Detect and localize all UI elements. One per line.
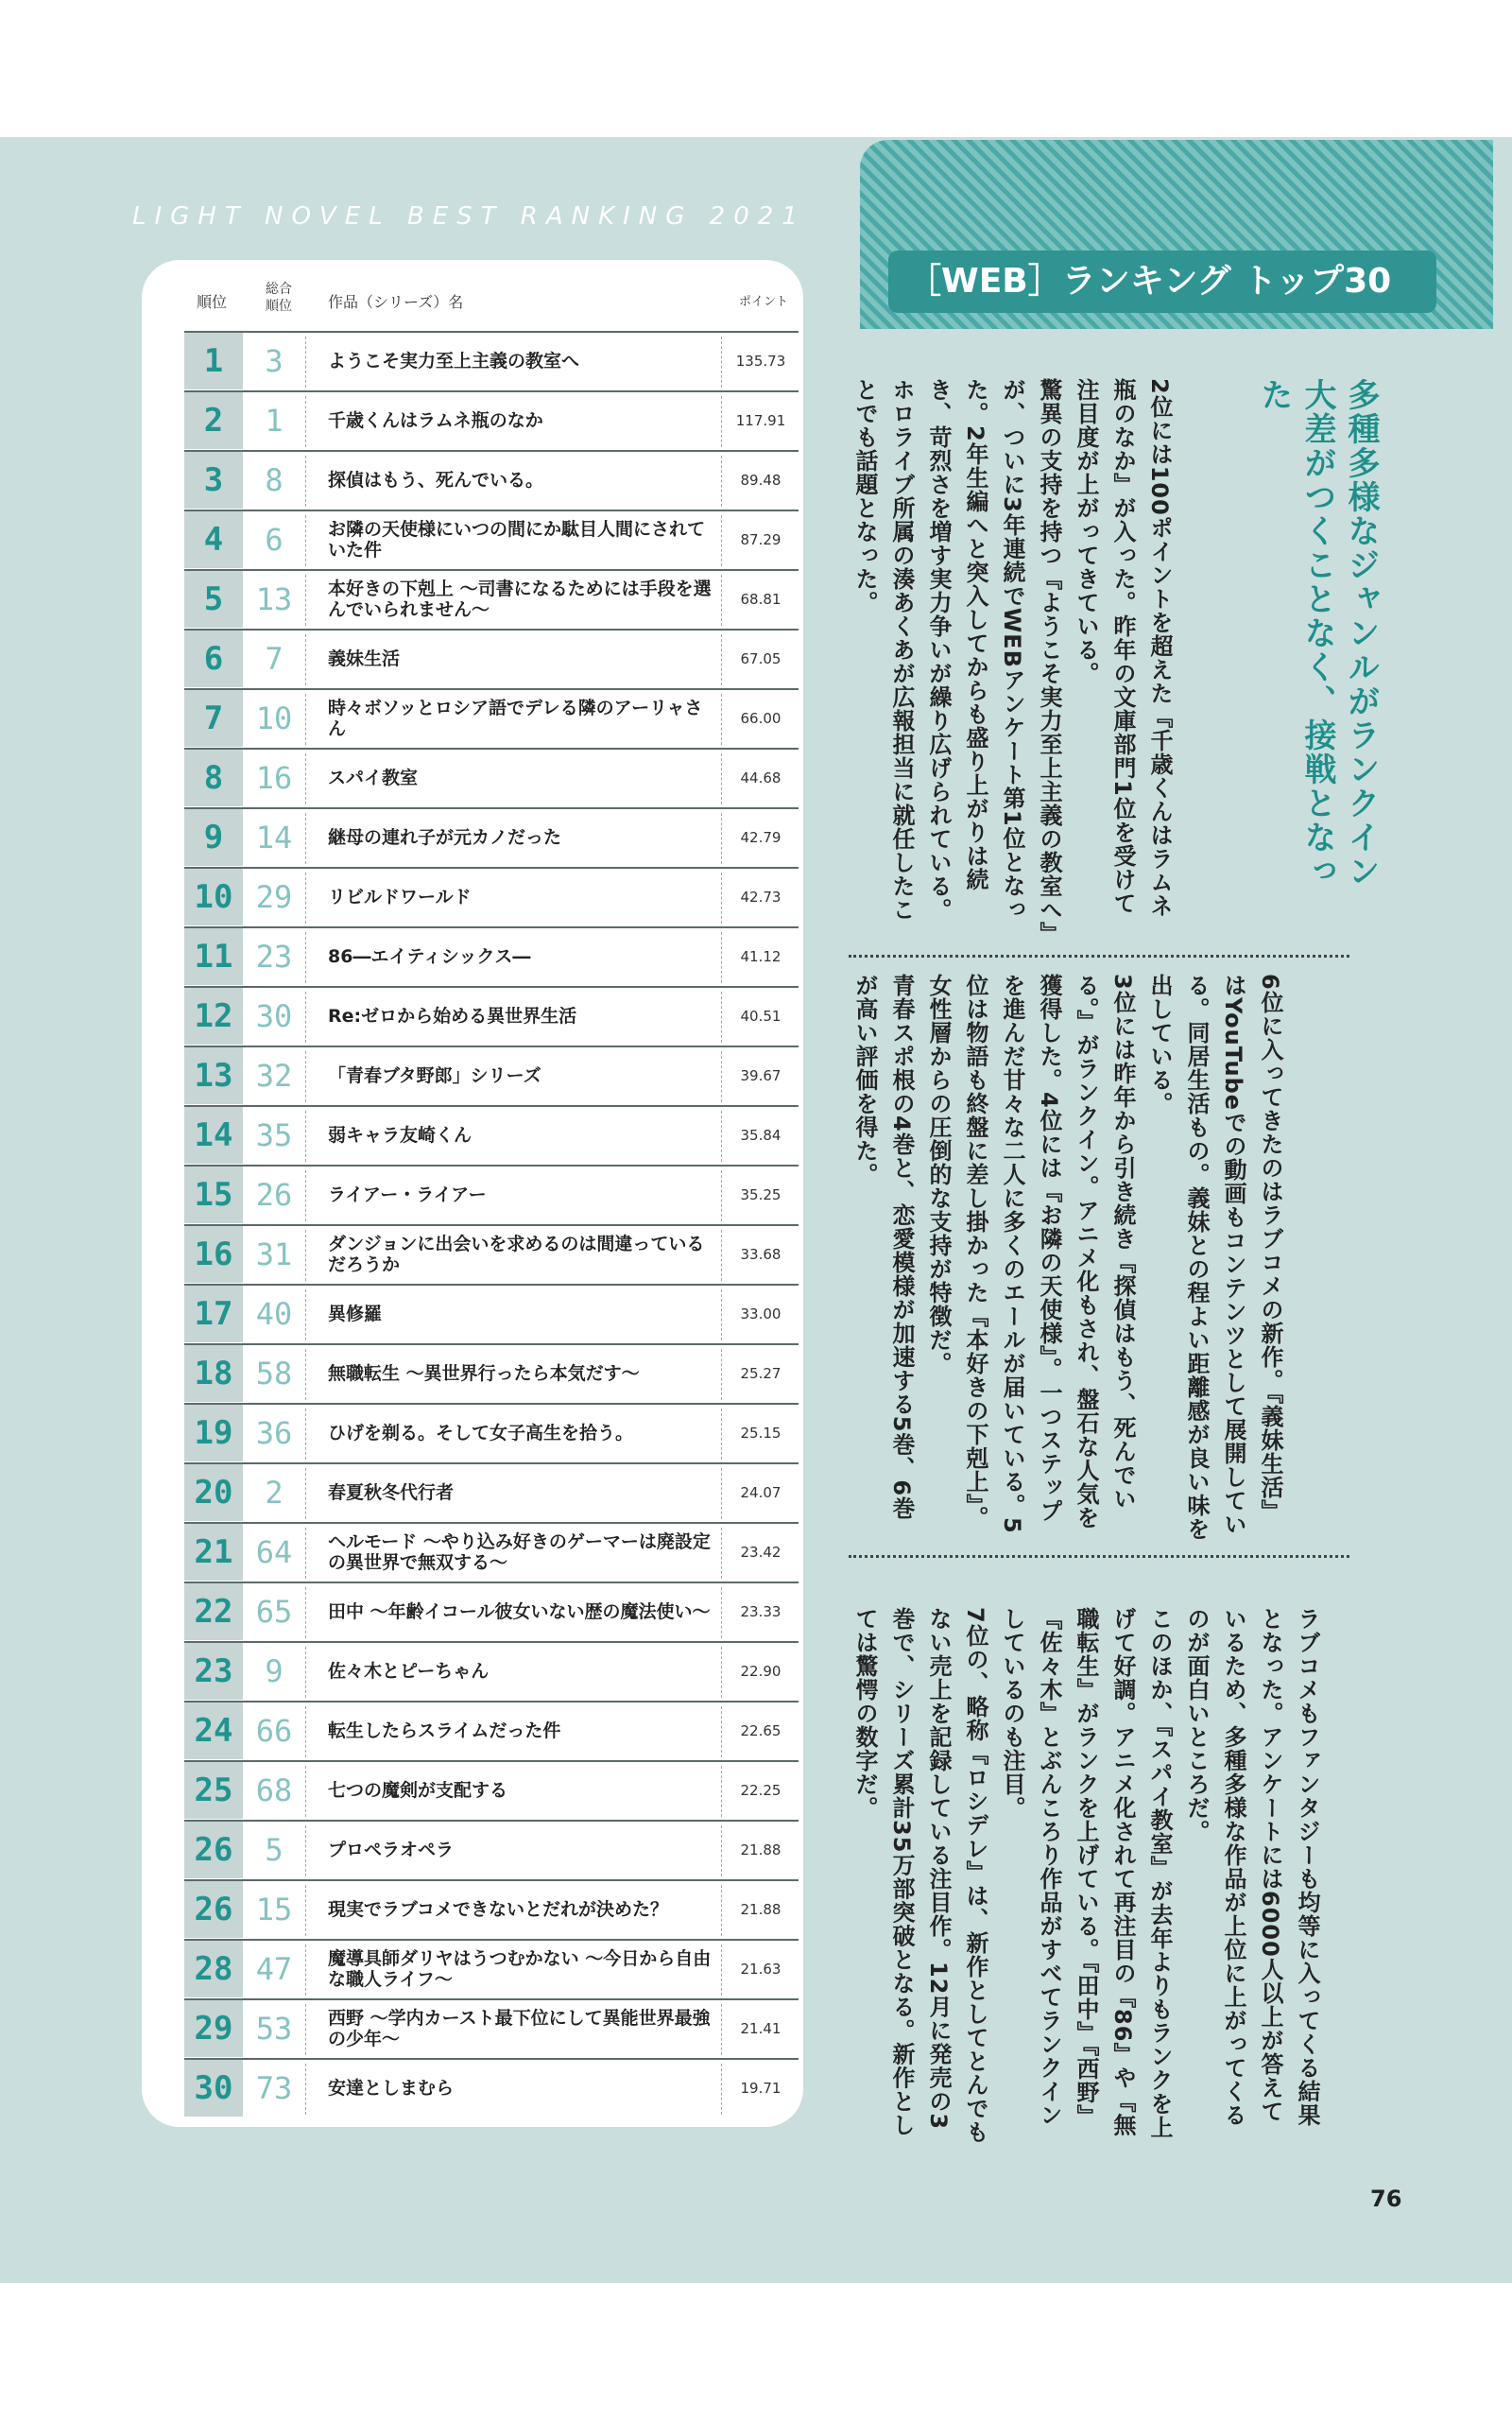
points-value: 33.00 [740, 1305, 782, 1322]
overall-rank-number: 35 [255, 1117, 293, 1153]
work-title: プロペラオペラ [328, 1840, 455, 1860]
rank-number: 15 [194, 1176, 233, 1214]
column-separator [305, 813, 306, 864]
overall-rank-number: 26 [255, 1177, 293, 1213]
work-title: 探偵はもう、死んでいる。 [328, 470, 544, 491]
table-row [184, 569, 799, 630]
table-row [184, 1165, 799, 1225]
table-row [184, 1760, 799, 1821]
table-row [184, 629, 799, 689]
col-points-header: ポイント [739, 295, 789, 309]
column-separator [305, 515, 306, 566]
column-separator [305, 1706, 306, 1757]
points-value: 42.73 [740, 889, 782, 906]
column-separator [721, 1289, 722, 1340]
column-separator [721, 1170, 722, 1221]
points-value: 68.81 [740, 591, 782, 608]
column-separator [721, 1825, 722, 1876]
overall-rank-number: 2 [265, 1475, 284, 1511]
column-separator [305, 634, 306, 685]
column-separator [721, 396, 722, 447]
overall-rank-number: 23 [255, 939, 293, 975]
column-separator [721, 873, 722, 924]
rank-number: 23 [194, 1652, 233, 1690]
col-overall-header: 総合順位 [266, 282, 292, 314]
rank-number: 12 [194, 997, 233, 1035]
table-row [184, 2058, 799, 2118]
column-separator [721, 1587, 722, 1638]
rank-number: 1 [203, 342, 224, 380]
rank-number: 16 [194, 1236, 233, 1273]
table-row [184, 1284, 799, 1344]
column-separator [305, 396, 306, 447]
rank-number: 11 [194, 938, 233, 976]
column-separator [305, 1766, 306, 1817]
rank-number: 14 [194, 1116, 233, 1154]
points-value: 25.15 [740, 1425, 782, 1442]
overall-rank-number: 66 [255, 1713, 293, 1749]
points-value: 44.68 [740, 769, 782, 786]
points-value: 22.25 [740, 1782, 782, 1799]
table-row [184, 1879, 799, 1940]
column-separator [721, 2064, 722, 2115]
column-separator [305, 1111, 306, 1162]
points-value: 22.65 [740, 1722, 782, 1739]
column-separator [305, 1647, 306, 1698]
work-title: 無職転生 ～異世界行ったら本気だす～ [328, 1363, 640, 1384]
column-separator [721, 1766, 722, 1817]
rank-number: 25 [194, 1772, 233, 1809]
rank-number: 30 [194, 2069, 233, 2107]
work-title: 千歳くんはラムネ瓶のなか [328, 410, 543, 431]
work-title: 異修羅 [328, 1304, 383, 1324]
table-row [184, 1403, 799, 1463]
overall-rank-number: 1 [265, 403, 284, 439]
column-separator [721, 575, 722, 626]
column-separator [721, 2004, 722, 2055]
table-row [184, 1701, 799, 1761]
overall-rank-number: 36 [255, 1415, 293, 1451]
rank-number: 7 [203, 700, 224, 737]
table-row [184, 867, 799, 927]
table-row [184, 1582, 799, 1642]
points-value: 39.67 [740, 1067, 782, 1084]
points-value: 135.73 [735, 353, 786, 370]
rank-number: 26 [194, 1891, 233, 1928]
divider-2 [849, 1555, 1349, 1558]
work-title: 時々ボソッとロシア語でデレる隣のアーリャさん [328, 698, 703, 739]
column-separator [721, 337, 722, 388]
rank-number: 19 [194, 1414, 233, 1452]
overall-rank-number: 31 [255, 1236, 293, 1272]
column-separator [305, 1587, 306, 1638]
rank-number: 8 [203, 759, 224, 797]
rank-number: 26 [194, 1831, 233, 1869]
work-title: 魔導具師ダリヤはうつむかない ～今日から自由な職人ライフ～ [328, 1948, 712, 1990]
overall-rank-number: 14 [255, 820, 293, 856]
work-title: 現実でラブコメできないとだれが決めた？ [328, 1899, 669, 1920]
points-value: 41.12 [740, 948, 782, 965]
table-row [184, 986, 799, 1046]
points-value: 22.90 [740, 1663, 782, 1680]
work-title: ひげを剃る。そして女子高生を拾う。 [328, 1423, 634, 1443]
points-value: 40.51 [740, 1008, 782, 1025]
column-separator [721, 1885, 722, 1936]
page-number: 76 [1370, 2186, 1402, 2212]
rank-number: 2 [203, 402, 224, 440]
column-separator [305, 1945, 306, 1996]
table-row [184, 1939, 799, 1999]
work-title: 弱キャラ友崎くん [328, 1125, 472, 1146]
work-title: ライアー・ライアー [328, 1184, 487, 1205]
rank-number: 10 [194, 878, 233, 916]
overall-rank-number: 29 [255, 879, 293, 915]
table-row [184, 807, 799, 868]
column-separator [305, 1051, 306, 1102]
column-separator [305, 694, 306, 745]
overall-rank-number: 64 [255, 1534, 293, 1570]
column-separator [721, 1349, 722, 1400]
overall-rank-number: 58 [255, 1356, 293, 1392]
column-separator [721, 1230, 722, 1281]
rank-number: 5 [203, 580, 224, 618]
overall-rank-number: 68 [255, 1772, 293, 1808]
work-title: 本好きの下剋上 ～司書になるためには手段を選んでいられません～ [328, 579, 712, 620]
table-row [184, 390, 799, 451]
column-separator [721, 1528, 722, 1579]
overall-rank-number: 5 [265, 1832, 284, 1868]
column-separator [721, 1647, 722, 1698]
column-separator [305, 1409, 306, 1460]
work-title: Re:ゼロから始める異世界生活 [328, 1006, 577, 1027]
column-separator [305, 1468, 306, 1519]
column-separator [305, 1349, 306, 1400]
points-value: 23.42 [740, 1544, 782, 1561]
rank-number: 17 [194, 1295, 233, 1333]
column-separator [721, 1706, 722, 1757]
column-separator [305, 873, 306, 924]
rank-number: 29 [194, 2010, 233, 2048]
column-separator [721, 753, 722, 804]
column-separator [305, 2004, 306, 2055]
points-value: 67.05 [740, 650, 782, 667]
work-title: リビルドワールド [328, 887, 472, 908]
column-separator [305, 753, 306, 804]
table-row [184, 1522, 799, 1582]
section-title: ［WEB］ランキング トップ30 [888, 251, 1436, 313]
overall-rank-number: 3 [265, 343, 284, 379]
overall-rank-number: 65 [255, 1594, 293, 1630]
table-row [184, 1641, 799, 1702]
rank-number: 13 [194, 1057, 233, 1095]
points-value: 117.91 [735, 412, 786, 429]
points-value: 23.33 [740, 1603, 782, 1620]
column-separator [305, 1825, 306, 1876]
work-title: 「青春ブタ野郎」シリーズ [328, 1065, 541, 1086]
points-value: 21.41 [740, 2020, 782, 2037]
column-separator [721, 1111, 722, 1162]
work-title: スパイ教室 [328, 768, 419, 788]
overall-rank-number: 15 [255, 1892, 293, 1927]
column-separator [721, 1409, 722, 1460]
column-separator [721, 1468, 722, 1519]
rank-number: 28 [194, 1950, 233, 1988]
overall-rank-number: 13 [255, 581, 293, 617]
rank-number: 4 [203, 521, 224, 559]
points-value: 21.88 [740, 1901, 782, 1918]
overall-rank-number: 53 [255, 2011, 293, 2047]
work-title: 西野 ～学内カースト最下位にして異能世界最強の少年～ [328, 2008, 711, 2049]
work-title: 義妹生活 [328, 648, 401, 669]
points-value: 33.68 [740, 1246, 782, 1263]
article-para-2: 6位に入ってきたのはラブコメの新作。『義妹生活』はYouTubeでの動画もコンテンツとして展開している。同居生活もの。義妹との程よい距離感が良い味を出している。 3位には昨年から引き続き『探偵はもう、死んでいる。』がランクイン。アニメ化もされ、盤石な人気を獲得した。4位には『お隣の天使様』。一つステップを進んだ甘々な二人に多くのエールが届いている。5位は物語も終盤に差し掛かった『本好きの下剋上』。女性層からの圧倒的な支持が特徴だ。 青春スポ根の4巻と、恋愛模様が加速する5巻、6巻が高い評価を得た。 [851, 974, 1283, 1541]
overall-rank-number: 40 [255, 1296, 293, 1332]
table-row [184, 748, 799, 808]
column-separator [721, 992, 722, 1043]
column-separator [305, 932, 306, 983]
work-title: 七つの魔剣が支配する [328, 1780, 508, 1801]
table-row [184, 1046, 799, 1106]
work-title: 継母の連れ子が元カノだった [328, 827, 562, 848]
points-value: 35.25 [740, 1186, 782, 1203]
work-title: 佐々木とピーちゃん [328, 1661, 490, 1682]
column-separator [305, 1528, 306, 1579]
table-row [184, 1343, 799, 1404]
rank-number: 3 [203, 461, 224, 499]
article-headline: 多種多様なジャンルがランクイン大差がつくことなく、接戦となった [1255, 378, 1380, 889]
points-value: 19.71 [740, 2080, 782, 2097]
overall-rank-number: 8 [265, 462, 284, 498]
rank-number: 22 [194, 1593, 233, 1631]
article-para-1: 2位には100ポイントを超えた『千歳くんはラムネ瓶のなか』が入った。昨年の文庫部門1位を受けて注目度が上がってきている。 驚異の支持を持つ『ようこそ実力至上主義の教室へ』が、ついに3年連続でWEBアンケート第1位となった。2年生編へと突入してからも盛り上がりは続き、苛烈さを増す実力争いが繰り広げられている。ホロライブ所属の湊あくあが広報担当に就任したことでも話題となった。 [851, 378, 1173, 934]
points-value: 21.88 [740, 1841, 782, 1858]
table-row [184, 450, 799, 510]
column-separator [305, 337, 306, 388]
rank-number: 20 [194, 1474, 233, 1512]
table-row [184, 331, 799, 391]
overall-rank-number: 9 [265, 1653, 284, 1689]
work-title: 転生したらスライムだった件 [328, 1720, 561, 1741]
column-separator [305, 992, 306, 1043]
points-value: 35.84 [740, 1127, 782, 1144]
column-separator [305, 1170, 306, 1221]
column-separator [721, 813, 722, 864]
overall-rank-number: 6 [265, 522, 284, 558]
column-separator [305, 1885, 306, 1936]
column-separator [305, 1289, 306, 1340]
column-separator [305, 575, 306, 626]
table-row [184, 1820, 799, 1880]
points-value: 87.29 [740, 531, 782, 548]
article-para-3: ラブコメもファンタジーも均等に入ってくる結果となった。アンケートには6000人以上が答えているため、多種多様な作品が上位に上がってくるのが面白いところだ。 このほか、『スパイ教室』が去年よりもランクを上げて好調。アニメ化されて再注目の『86』や『無職転生』がランクを上げている。『田中』『西野』『佐々木』とぶんころり作品がすべてランクインしているのも注目。 7位の、略称『ロシデレ』は、新作としてとんでもない売上を記録している注目作。12月に発売の3巻で、シリーズ累計35万部突破となる。新作としては驚愕の数字だ。 [851, 1607, 1320, 2144]
column-separator [721, 694, 722, 745]
table-row [184, 1462, 799, 1523]
series-title: LIGHT NOVEL BEST RANKING 2021 [132, 202, 806, 231]
rank-number: 9 [203, 819, 224, 856]
overall-rank-number: 47 [255, 1951, 293, 1987]
divider-1 [849, 955, 1349, 958]
overall-rank-number: 73 [255, 2070, 293, 2106]
overall-rank-number: 7 [265, 641, 284, 677]
work-title: 田中 ～年齢イコール彼女いない歴の魔法使い～ [328, 1601, 711, 1622]
work-title: ようこそ実力至上主義の教室へ [328, 351, 580, 372]
table-row [184, 1224, 799, 1285]
points-value: 24.07 [740, 1484, 782, 1501]
rank-number: 21 [194, 1533, 233, 1571]
table-row [184, 1998, 799, 2059]
work-title: ヘルモード ～やり込み好きのゲーマーは廃設定の異世界で無双する～ [328, 1531, 711, 1573]
points-value: 89.48 [740, 472, 782, 489]
column-separator [721, 515, 722, 566]
table-row [184, 510, 799, 570]
points-value: 42.79 [740, 829, 782, 846]
work-title: お隣の天使様にいつの間にか駄目人間にされていた件 [328, 519, 706, 561]
overall-rank-number: 32 [255, 1058, 293, 1094]
table-row [184, 1105, 799, 1166]
work-title: 春夏秋冬代行者 [328, 1482, 455, 1503]
points-value: 25.27 [740, 1365, 782, 1382]
overall-rank-number: 16 [255, 760, 293, 796]
col-rank-header: 順位 [197, 293, 228, 311]
work-title: 安達としまむら [328, 2078, 455, 2099]
col-title-header: 作品（シリーズ）名 [328, 293, 464, 311]
table-row [184, 926, 799, 987]
column-separator [721, 634, 722, 685]
points-value: 66.00 [740, 710, 782, 727]
overall-rank-number: 30 [255, 998, 293, 1034]
rank-number: 24 [194, 1712, 233, 1750]
rank-number: 6 [203, 640, 224, 678]
work-title: ダンジョンに出会いを求めるのは間違っているだろうか [328, 1234, 705, 1275]
work-title: 86―エイティシックス― [328, 946, 531, 967]
overall-rank-number: 10 [255, 700, 293, 736]
column-separator [305, 1230, 306, 1281]
column-separator [305, 2064, 306, 2115]
rank-number: 18 [194, 1355, 233, 1392]
column-separator [305, 456, 306, 507]
points-value: 21.63 [740, 1961, 782, 1978]
column-separator [721, 932, 722, 983]
column-separator [721, 1945, 722, 1996]
table-row [184, 688, 799, 749]
column-separator [721, 456, 722, 507]
column-separator [721, 1051, 722, 1102]
